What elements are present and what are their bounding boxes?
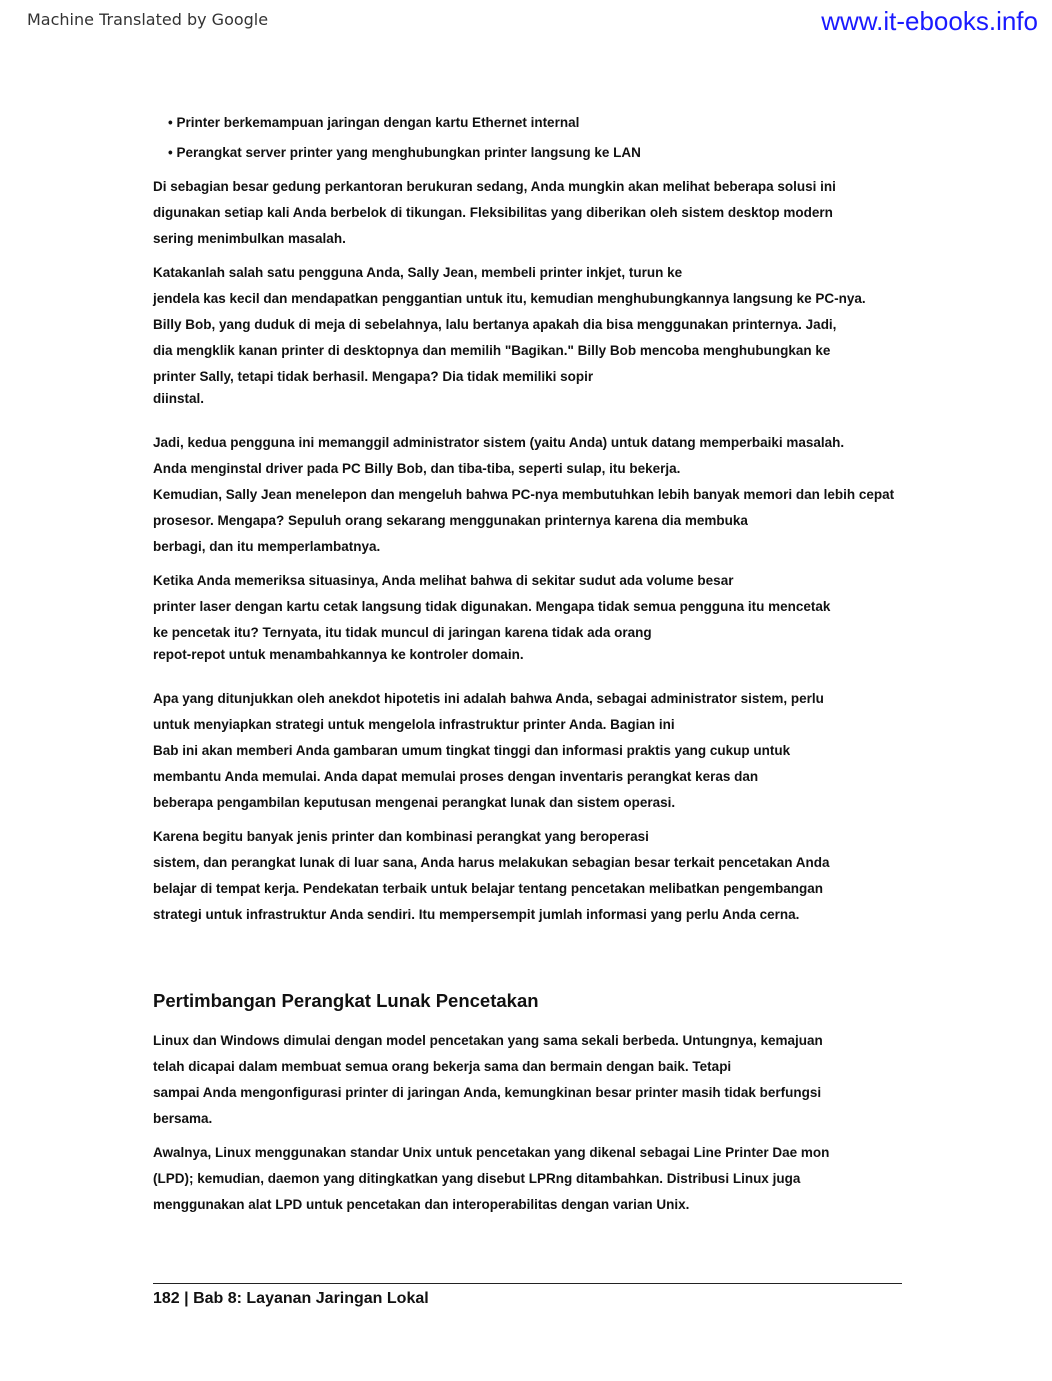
bullet-item: • Perangkat server printer yang menghubungkan printer langsung ke LAN [168, 138, 953, 168]
paragraph [153, 824, 953, 928]
text-line: sistem, dan perangkat lunak di luar sana, Anda harus melakukan sebagian besar terkait pencetakan Anda [153, 855, 830, 870]
text-line: Apa yang ditunjukkan oleh anekdot hipotetis ini adalah bahwa Anda, sebagai administrator sistem, perlu [153, 691, 824, 706]
text-line: Ketika Anda memeriksa situasinya, Anda melihat bahwa di sekitar sudut ada volume besar [153, 573, 734, 588]
page-content [153, 108, 953, 1226]
text-line: Jadi, kedua pengguna ini memanggil administrator sistem (yaitu Anda) untuk datang memperbaiki masalah. [153, 435, 845, 450]
text-line: Anda menginstal driver pada PC Billy Bob, dan tiba-tiba, seperti sulap, itu bekerja. [153, 461, 681, 476]
text-line: Karena begitu banyak jenis printer dan kombinasi perangkat yang beroperasi [153, 829, 649, 844]
text-line: sampai Anda mengonfigurasi printer di jaringan Anda, kemungkinan besar printer masih tidak berfungsi [153, 1085, 822, 1100]
text-line: menggunakan alat LPD untuk pencetakan dan interoperabilitas dengan varian Unix. [153, 1197, 690, 1212]
bullet-item: • Printer berkemampuan jaringan dengan kartu Ethernet internal [168, 108, 953, 138]
text-line: strategi untuk infrastruktur Anda sendiri. Itu mempersempit jumlah informasi yang perlu Anda cerna. [153, 907, 800, 922]
paragraph [153, 174, 953, 252]
top-bar [0, 0, 1052, 44]
text-line: dia mengklik kanan printer di desktopnya dan memilih "Bagikan." Billy Bob mencoba menghubungkan ke [153, 343, 831, 358]
text-line: Awalnya, Linux menggunakan standar Unix untuk pencetakan yang dikenal sebagai Line Printer Dae mon [153, 1145, 830, 1160]
text-line: prosesor. Mengapa? Sepuluh orang sekarang menggunakan printernya karena dia membuka [153, 513, 748, 528]
paragraph [153, 1140, 953, 1218]
text-line: diinstal. [153, 391, 205, 406]
footer-text: 182 | Bab 8: Layanan Jaringan Lokal [153, 1290, 429, 1307]
text-line: bersama. [153, 1111, 213, 1126]
site-link[interactable]: www.it-ebooks.info [821, 6, 1038, 36]
paragraph [153, 260, 953, 408]
text-line: sering menimbulkan masalah. [153, 231, 346, 246]
bullet-list [153, 108, 953, 168]
text-line: Di sebagian besar gedung perkantoran berukuran sedang, Anda mungkin akan melihat beberapa solusi ini [153, 179, 836, 194]
text-line: telah dicapai dalam membuat semua orang bekerja sama dan bermain dengan baik. Tetapi [153, 1059, 732, 1074]
text-line: printer laser dengan kartu cetak langsung tidak digunakan. Mengapa tidak semua pengguna itu mencetak [153, 599, 831, 614]
text-line: Linux dan Windows dimulai dengan model pencetakan yang sama sekali berbeda. Untungnya, kemajuan [153, 1033, 823, 1048]
text-line: Bab ini akan memberi Anda gambaran umum tingkat tinggi dan informasi praktis yang cukup untuk [153, 743, 791, 758]
text-line: berbagi, dan itu memperlambatnya. [153, 539, 381, 554]
text-line: ke pencetak itu? Ternyata, itu tidak muncul di jaringan karena tidak ada orang [153, 625, 652, 640]
paragraph [153, 568, 953, 664]
page-footer [153, 1283, 902, 1308]
machine-translated-label: Machine Translated by Google [27, 10, 269, 29]
text-line: jendela kas kecil dan mendapatkan penggantian untuk itu, kemudian menghubungkannya langsung ke PC-nya. [153, 291, 866, 306]
text-line: untuk menyiapkan strategi untuk mengelola infrastruktur printer Anda. Bagian ini [153, 717, 675, 732]
text-line: beberapa pengambilan keputusan mengenai perangkat lunak dan sistem operasi. [153, 795, 676, 810]
text-line: belajar di tempat kerja. Pendekatan terbaik untuk belajar tentang pencetakan melibatkan pengembangan [153, 881, 823, 896]
section-heading: Pertimbangan Perangkat Lunak Pencetakan [153, 990, 539, 1011]
text-line: digunakan setiap kali Anda berbelok di tikungan. Fleksibilitas yang diberikan oleh sistem desktop modern [153, 205, 833, 220]
text-line: membantu Anda memulai. Anda dapat memulai proses dengan inventaris perangkat keras dan [153, 769, 759, 784]
paragraph [153, 430, 953, 560]
text-line: repot-repot untuk menambahkannya ke kontroler domain. [153, 647, 524, 662]
paragraph [153, 686, 953, 816]
text-line: Katakanlah salah satu pengguna Anda, Sally Jean, membeli printer inkjet, turun ke [153, 265, 683, 280]
paragraph [153, 1028, 953, 1132]
text-line: Kemudian, Sally Jean menelepon dan mengeluh bahwa PC-nya membutuhkan lebih banyak memori dan lebih cepat [153, 487, 895, 502]
text-line: Billy Bob, yang duduk di meja di sebelahnya, lalu bertanya apakah dia bisa menggunakan printernya. Jadi, [153, 317, 837, 332]
text-line: printer Sally, tetapi tidak berhasil. Mengapa? Dia tidak memiliki sopir [153, 369, 594, 384]
text-line: (LPD); kemudian, daemon yang ditingkatkan yang disebut LPRng ditambahkan. Distribusi Linux juga [153, 1171, 801, 1186]
